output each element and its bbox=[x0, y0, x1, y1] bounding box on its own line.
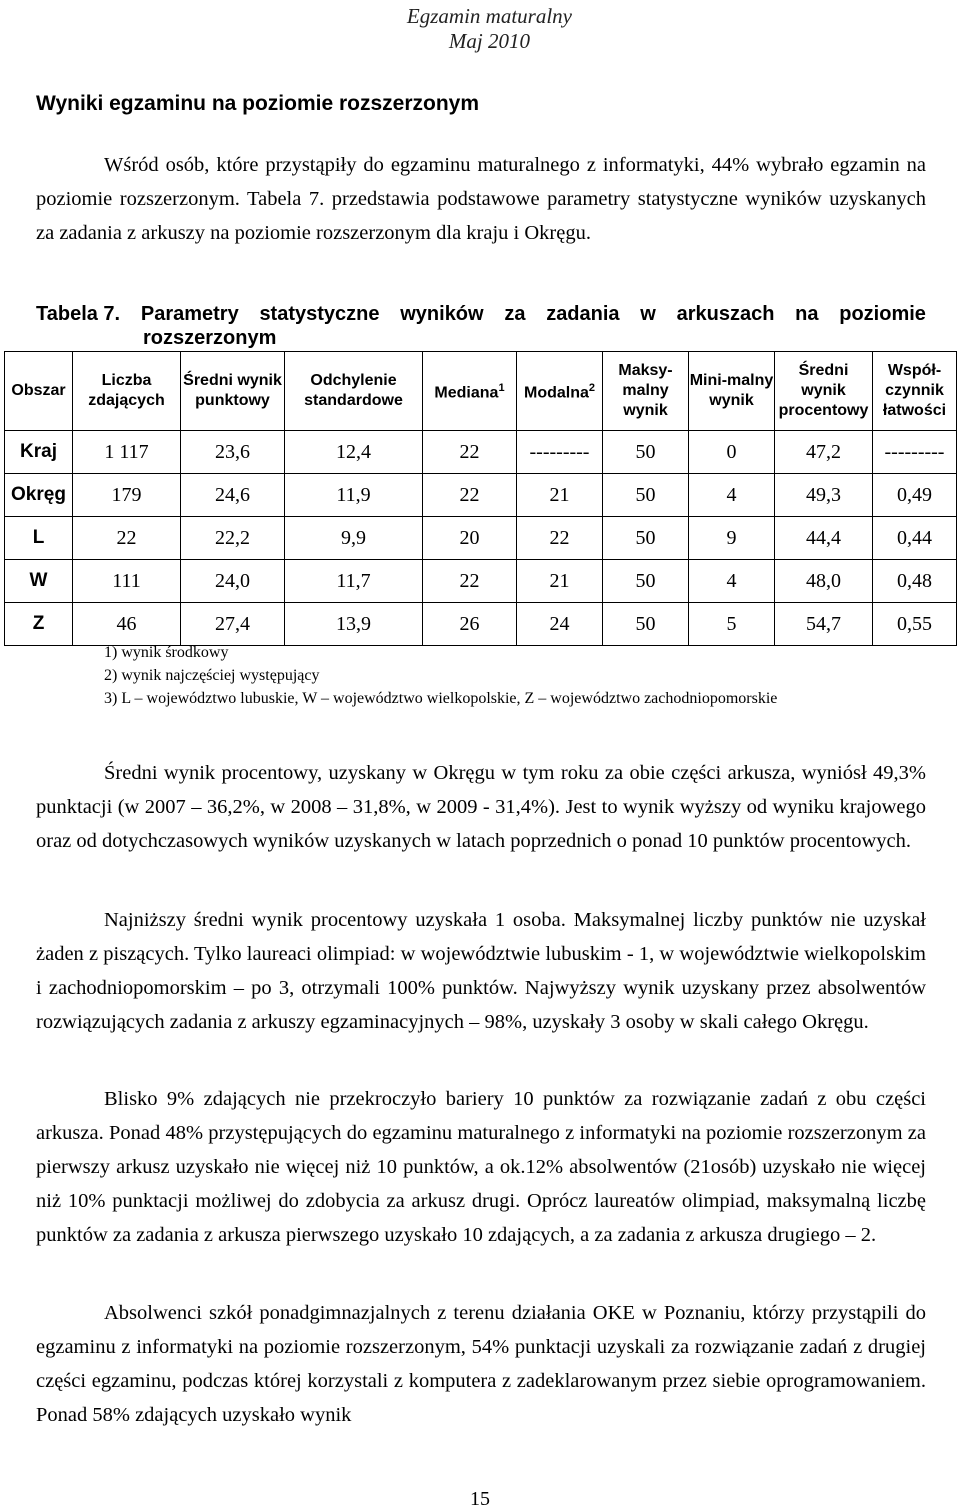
area-cell: Okręg bbox=[5, 474, 73, 517]
value-cell: 49,3 bbox=[775, 474, 873, 517]
caption-word: Parametry bbox=[140, 303, 239, 325]
value-cell: 1 117 bbox=[73, 431, 181, 474]
value-cell: 0,55 bbox=[873, 603, 957, 646]
caption-word: w bbox=[640, 303, 656, 325]
caption-word: za bbox=[504, 303, 526, 325]
body-paragraph: Najniższy średni wynik procentowy uzyskała 1 osoba. Maksymalnej liczby punktów nie uzyskał żaden z piszących. Tylko laureaci olimpiad: w województwie lubuskim - 1, w województwie wielkopolskim i zachodniopomorskim – po 3, otrzymali 100% punktów. Najwyższy wynik uzyskany przez absolwentów rozwiązujących zadania z arkuszy egzaminacyjnych – 98%, uzyskały 3 osoby w skali całego Okręgu. bbox=[36, 909, 926, 1033]
value-cell: 13,9 bbox=[285, 603, 423, 646]
column-header bbox=[285, 352, 423, 431]
value-cell: 22 bbox=[73, 517, 181, 560]
value-cell: 22,2 bbox=[181, 517, 285, 560]
table-body bbox=[5, 431, 957, 646]
column-header-text: Mini-malny wynik bbox=[689, 372, 774, 409]
footnote: 3) L – województwo lubuskie, W – województwo wielkopolskie, Z – województwo zachodniopomorskie bbox=[104, 690, 778, 707]
value-cell: --------- bbox=[873, 431, 957, 474]
column-header bbox=[181, 352, 285, 431]
column-header-text: Liczba zdających bbox=[88, 372, 165, 409]
caption-word: wyników bbox=[400, 303, 484, 325]
caption-word: na bbox=[795, 303, 819, 325]
table-header-row bbox=[5, 352, 957, 431]
caption-word: statystyczne bbox=[259, 303, 380, 325]
column-header bbox=[73, 352, 181, 431]
value-cell: 26 bbox=[423, 603, 517, 646]
column-header bbox=[873, 352, 957, 431]
value-cell: 0,49 bbox=[873, 474, 957, 517]
value-cell: 0,48 bbox=[873, 560, 957, 603]
table-row bbox=[5, 474, 957, 517]
value-cell: 24,6 bbox=[181, 474, 285, 517]
value-cell: 50 bbox=[603, 474, 689, 517]
table-footnotes bbox=[104, 641, 777, 710]
area-cell: L bbox=[5, 517, 73, 560]
value-cell: 50 bbox=[603, 603, 689, 646]
column-header-text: Odchylenie standardowe bbox=[304, 372, 403, 409]
value-cell: 44,4 bbox=[775, 517, 873, 560]
value-cell: 4 bbox=[689, 474, 775, 517]
body-paragraph: Blisko 9% zdających nie przekroczyło bariery 10 punktów za rozwiązanie zadań z obu części arkusza. Ponad 48% przystępujących do egzaminu maturalnego z informatyki na poziomie rozszerzonym za pierwszy arkusz uzyskało nie więcej niż 10 punktów, a ok.12% absolwentów (21osób) uzyskało nie więcej niż 10% punktacji możliwej do zdobycia za arkusz drugi. Oprócz laureatów olimpiad, maksymalną liczbę punktów za zadania z arkusza pierwszego uzyskało 10 zdających, a za zadania z arkusza drugiego – 2. bbox=[36, 1088, 926, 1246]
column-header bbox=[423, 352, 517, 431]
body-paragraph: Absolwenci szkół ponadgimnazjalnych z terenu działania OKE w Poznaniu, którzy przystąpili do egzaminu z informatyki na poziomie rozszerzonym, 54% punktacji uzyskali za rozwiązanie zadań z drugiej części egzaminu, podczas której korzystali z komputera z zadeklarowanym przez siebie oprogramowaniem. Ponad 58% zdających uzyskało wynik bbox=[36, 1302, 926, 1426]
table-row bbox=[5, 431, 957, 474]
footnote: 1) wynik środkowy bbox=[104, 644, 229, 661]
value-cell: 24 bbox=[517, 603, 603, 646]
value-cell: 22 bbox=[423, 560, 517, 603]
value-cell: 4 bbox=[689, 560, 775, 603]
column-header bbox=[689, 352, 775, 431]
footnote-marker: 1 bbox=[498, 382, 505, 395]
footnote: 2) wynik najczęściej występujący bbox=[104, 667, 320, 684]
value-cell: 21 bbox=[517, 474, 603, 517]
column-header bbox=[603, 352, 689, 431]
intro-paragraph: Wśród osób, które przystąpiły do egzaminu maturalnego z informatyki, 44% wybrało egzamin na poziomie rozszerzonym. Tabela 7. przedstawia podstawowe parametry statystyczne wyników uzyskanych za zadania z arkuszy na poziomie rozszerzonym dla kraju i Okręgu. bbox=[36, 154, 926, 244]
table-row bbox=[5, 517, 957, 560]
value-cell: 22 bbox=[517, 517, 603, 560]
value-cell: 50 bbox=[603, 431, 689, 474]
caption-word: zadania bbox=[546, 303, 620, 325]
value-cell: 50 bbox=[603, 517, 689, 560]
caption-word: arkuszach bbox=[676, 303, 775, 325]
column-header-text: Średni wynik punktowy bbox=[183, 372, 282, 409]
exam-date: Maj 2010 bbox=[448, 29, 530, 53]
table-row bbox=[5, 603, 957, 646]
area-cell: Z bbox=[5, 603, 73, 646]
value-cell: 9 bbox=[689, 517, 775, 560]
value-cell: 111 bbox=[73, 560, 181, 603]
column-header bbox=[775, 352, 873, 431]
table-caption bbox=[36, 300, 926, 328]
value-cell: 12,4 bbox=[285, 431, 423, 474]
value-cell: 20 bbox=[423, 517, 517, 560]
value-cell: 0 bbox=[689, 431, 775, 474]
value-cell: 0,44 bbox=[873, 517, 957, 560]
value-cell: 179 bbox=[73, 474, 181, 517]
column-header bbox=[5, 352, 73, 431]
column-header-text: Średni wynik procentowy bbox=[778, 362, 869, 419]
page-number: 15 bbox=[470, 1488, 490, 1510]
column-header-text: Współ-czynnik łatwości bbox=[882, 362, 947, 419]
table-row bbox=[5, 560, 957, 603]
value-cell: 54,7 bbox=[775, 603, 873, 646]
column-header bbox=[517, 352, 603, 431]
document-header bbox=[407, 4, 572, 54]
value-cell: 47,2 bbox=[775, 431, 873, 474]
caption-word: poziomie bbox=[839, 303, 926, 325]
body-paragraph: Średni wynik procentowy, uzyskany w Okręgu w tym roku za obie części arkusza, wyniósł 49,3% punktacji (w 2007 – 36,2%, w 2008 – 31,8%, w 2009 - 31,4%). Jest to wynik wyższy od wyniku krajowego oraz od dotychczasowych wyników uzyskanych w latach poprzednich o ponad 10 punktów procentowych. bbox=[36, 762, 926, 852]
value-cell: 48,0 bbox=[775, 560, 873, 603]
section-title: Wyniki egzaminu na poziomie rozszerzonym bbox=[36, 92, 480, 115]
area-cell: W bbox=[5, 560, 73, 603]
table-label: Tabela 7. bbox=[36, 303, 121, 325]
footnote-marker: 2 bbox=[588, 382, 595, 395]
column-header-text: Modalna bbox=[523, 384, 589, 402]
table-caption-line2: rozszerzonym bbox=[143, 327, 277, 349]
value-cell: 23,6 bbox=[181, 431, 285, 474]
value-cell: 11,7 bbox=[285, 560, 423, 603]
value-cell: 46 bbox=[73, 603, 181, 646]
value-cell: 22 bbox=[423, 431, 517, 474]
value-cell: --------- bbox=[517, 431, 603, 474]
exam-title: Egzamin maturalny bbox=[406, 4, 572, 28]
value-cell: 22 bbox=[423, 474, 517, 517]
value-cell: 9,9 bbox=[285, 517, 423, 560]
value-cell: 5 bbox=[689, 603, 775, 646]
statistics-table bbox=[4, 351, 957, 646]
value-cell: 11,9 bbox=[285, 474, 423, 517]
value-cell: 24,0 bbox=[181, 560, 285, 603]
value-cell: 21 bbox=[517, 560, 603, 603]
area-cell: Kraj bbox=[5, 431, 73, 474]
column-header-text: Maksy-malny wynik bbox=[618, 362, 673, 419]
value-cell: 50 bbox=[603, 560, 689, 603]
column-header-text: Obszar bbox=[11, 382, 66, 399]
value-cell: 27,4 bbox=[181, 603, 285, 646]
column-header-text: Mediana bbox=[434, 384, 499, 402]
